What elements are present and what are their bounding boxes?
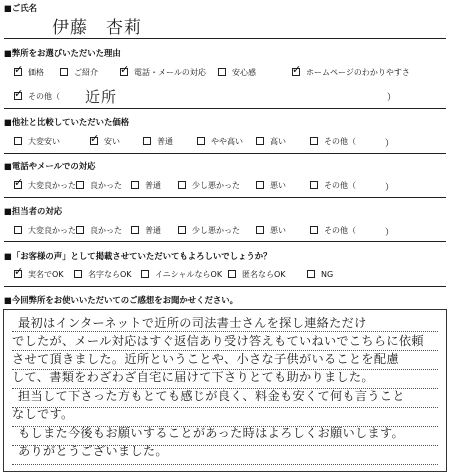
check-mark-icon: ✓ — [14, 87, 24, 100]
price-underline — [4, 153, 446, 154]
option-label: 少し悪かった — [192, 181, 240, 190]
checkbox[interactable] — [310, 137, 318, 145]
checkbox[interactable] — [14, 265, 24, 278]
checkbox[interactable] — [218, 68, 226, 76]
option-label: 名字ならOK — [88, 270, 132, 279]
option-label: その他（ — [324, 137, 356, 146]
reason-option[interactable] — [60, 68, 98, 78]
checkbox[interactable] — [90, 132, 100, 145]
comment-line: もしまた今後もお願いすることがあった時はよろしくお願いします。 — [18, 426, 405, 440]
price-option[interactable] — [197, 137, 243, 147]
reason-option[interactable] — [218, 68, 256, 78]
option-label: その他（ — [324, 181, 356, 190]
reason-underline — [4, 108, 446, 109]
option-label: 普通 — [157, 137, 173, 146]
option-label: イニシャルならOK — [155, 270, 223, 279]
checkbox[interactable] — [256, 137, 264, 145]
phone-section-title: ■電話やメールでの対応 — [4, 161, 96, 171]
checkbox[interactable] — [14, 226, 22, 234]
reason-section-title: ■弊所をお選びいただいた理由 — [4, 48, 121, 58]
checkbox[interactable] — [256, 226, 264, 234]
comment-line: 最初はインターネットで近所の司法書士さんを探し連絡ただけ — [18, 316, 367, 330]
check-mark-icon: ✓ — [14, 63, 24, 76]
option-label: 高い — [270, 137, 286, 146]
reason-other-text: 近所 — [85, 88, 118, 106]
price-option[interactable] — [14, 137, 60, 147]
reason-option[interactable] — [14, 87, 60, 102]
checkbox[interactable] — [14, 137, 22, 145]
option-label: 良かった — [90, 226, 122, 235]
checkbox[interactable] — [307, 270, 315, 278]
option-label: 安い — [104, 137, 120, 146]
check-mark-icon: ✓ — [120, 63, 130, 76]
ruled-line — [12, 407, 438, 408]
reason-option[interactable] — [120, 63, 206, 78]
comment-line: 担当して下さった方もとても感じが良く、料金も安くて何も言うこと — [18, 389, 405, 403]
option-label: 大変安い — [28, 137, 60, 146]
checkbox[interactable] — [14, 87, 24, 100]
staff-option[interactable] — [256, 226, 286, 236]
price-option[interactable] — [310, 137, 356, 147]
checkbox[interactable] — [14, 176, 24, 189]
checkbox[interactable] — [178, 181, 186, 189]
phone-option[interactable] — [310, 181, 356, 191]
option-label: 価格 — [28, 68, 44, 77]
name-underline — [4, 38, 446, 39]
voice-option[interactable] — [74, 270, 132, 280]
voice-option[interactable] — [14, 265, 64, 280]
check-mark-icon: ✓ — [14, 265, 24, 278]
checkbox[interactable] — [74, 270, 82, 278]
phone-option[interactable] — [256, 181, 286, 191]
option-label: 良かった — [90, 181, 122, 190]
staff-option[interactable] — [14, 226, 76, 236]
price-option[interactable] — [90, 132, 120, 147]
reason-close-paren: ） — [387, 93, 397, 103]
checkbox[interactable] — [120, 63, 130, 76]
comment-line: でしたが、メール対応はすぐ返信あり受け答えもていねいでこちらに依頼 — [12, 334, 424, 348]
checkbox[interactable] — [178, 226, 186, 234]
option-label: 悪い — [270, 226, 286, 235]
checkbox[interactable] — [228, 270, 236, 278]
name-value: 伊藤 杏莉 — [52, 18, 142, 38]
option-label: やや高い — [211, 137, 243, 146]
comment-line: して、書類をわざわざ自宅に届けて下さりとても助かりました。 — [12, 370, 374, 384]
phone-option[interactable] — [178, 181, 240, 191]
option-label: 匿名ならOK — [242, 270, 286, 279]
option-label: 大変良かった — [28, 181, 76, 190]
reason-option[interactable] — [14, 63, 44, 78]
voice-option[interactable] — [228, 270, 286, 280]
checkbox[interactable] — [141, 270, 149, 278]
option-label: その他（ — [324, 226, 356, 235]
checkbox[interactable] — [310, 226, 318, 234]
check-mark-icon: ✓ — [292, 63, 302, 76]
reason-option[interactable] — [292, 63, 410, 78]
comment-box — [3, 309, 447, 472]
checkbox[interactable] — [143, 137, 151, 145]
staff-underline — [4, 241, 446, 242]
option-label: ホームページのわかりやすさ — [306, 68, 410, 77]
check-mark-icon: ✓ — [14, 176, 24, 189]
staff-option[interactable] — [131, 226, 161, 236]
phone-underline — [4, 197, 446, 198]
phone-option[interactable] — [14, 176, 76, 191]
voice-section-title: ■「お客様の声」として掲載させていただいてもよろしいでしょうか？ — [4, 251, 272, 261]
staff-option[interactable] — [178, 226, 240, 236]
phone-option[interactable] — [76, 181, 122, 191]
price-option[interactable] — [256, 137, 286, 147]
staff-section-title: ■担当者の対応 — [4, 206, 63, 216]
option-label: 安心感 — [232, 68, 256, 77]
checkbox[interactable] — [76, 226, 84, 234]
close-paren: ） — [385, 183, 395, 193]
price-option[interactable] — [143, 137, 173, 147]
staff-option[interactable] — [310, 226, 356, 236]
checkbox[interactable] — [197, 137, 205, 145]
price-section-title: ■他社と比較していただいた価格 — [4, 117, 130, 127]
checkbox[interactable] — [76, 181, 84, 189]
checkbox[interactable] — [131, 226, 139, 234]
phone-option[interactable] — [131, 181, 161, 191]
voice-option[interactable] — [307, 270, 333, 280]
checkbox[interactable] — [310, 181, 318, 189]
checkbox[interactable] — [131, 181, 139, 189]
staff-option[interactable] — [76, 226, 122, 236]
ruled-line — [12, 464, 438, 465]
option-label: 電話・メールの対応 — [134, 68, 206, 77]
option-label: 悪い — [270, 181, 286, 190]
checkbox[interactable] — [256, 181, 264, 189]
voice-underline — [4, 286, 446, 287]
option-label: NG — [321, 270, 334, 279]
option-label: 大変良かった — [28, 226, 76, 235]
option-label: ご紹介 — [74, 68, 98, 77]
comment-line: ありがとうございました。 — [18, 444, 168, 458]
name-section-title: ■ご氏名 — [4, 3, 38, 13]
option-label: その他（ — [28, 92, 60, 101]
comment-line: させて頂きました。近所ということや、小さな子供がいることを配慮 — [12, 352, 399, 366]
option-label: 実名でOK — [28, 270, 64, 279]
option-label: 普通 — [145, 226, 161, 235]
check-mark-icon: ✓ — [90, 132, 100, 145]
checkbox[interactable] — [14, 63, 24, 76]
option-label: 少し悪かった — [192, 226, 240, 235]
voice-option[interactable] — [141, 270, 222, 280]
checkbox[interactable] — [292, 63, 302, 76]
comment-section-title: ■今回弊所をお使いいただいてのご感想をお聞かせください。 — [4, 295, 239, 305]
close-paren: ） — [385, 228, 395, 238]
checkbox[interactable] — [60, 68, 68, 76]
option-label: 普通 — [145, 181, 161, 190]
close-paren: ） — [385, 139, 395, 149]
comment-line: なしです。 — [12, 407, 74, 421]
